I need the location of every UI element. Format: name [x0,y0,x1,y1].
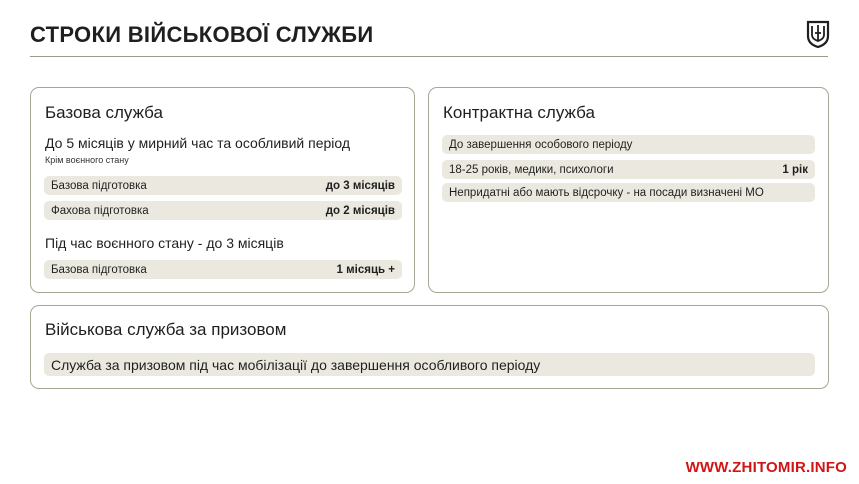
row-label: Фахова підготовка [51,204,149,217]
row-label: Непридатні або мають відсрочку - на посади визначені МО [449,186,764,199]
row-label: Служба за призовом під час мобілізації до завершення особливого періоду [51,356,541,373]
header-divider [30,56,828,57]
contract-service-title: Контрактна служба [443,103,595,122]
row-label: Базова підготовка [51,179,147,192]
war-period-heading: Під час воєнного стану - до 3 місяців [45,235,284,251]
page-title: СТРОКИ ВІЙСЬКОВОЇ СЛУЖБИ [30,22,374,47]
row-label: До завершення особового періоду [449,138,633,151]
list-item [44,176,402,195]
row-value: 1 місяць + [336,263,395,276]
list-item [44,353,815,376]
contract-service-card [428,87,829,293]
site-watermark: WWW.ZHITOMIR.INFO [685,459,847,476]
list-item [442,135,815,154]
list-item [442,183,815,202]
basic-service-card [30,87,415,293]
row-label: Базова підготовка [51,263,147,276]
row-value: до 3 місяців [325,179,395,192]
row-value: 1 рік [782,163,808,176]
trident-shield-icon [806,20,830,48]
list-item [44,201,402,220]
conscription-card [30,305,829,389]
list-item [44,260,402,279]
peace-period-heading: До 5 місяців у мирний час та особливий період [45,135,351,151]
list-item [442,160,815,179]
row-label: 18-25 років, медики, психологи [449,163,614,176]
peace-period-note: Крім воєнного стану [45,155,129,165]
conscription-title: Військова служба за призовом [45,320,287,339]
row-value: до 2 місяців [325,204,395,217]
basic-service-title: Базова служба [45,103,163,122]
